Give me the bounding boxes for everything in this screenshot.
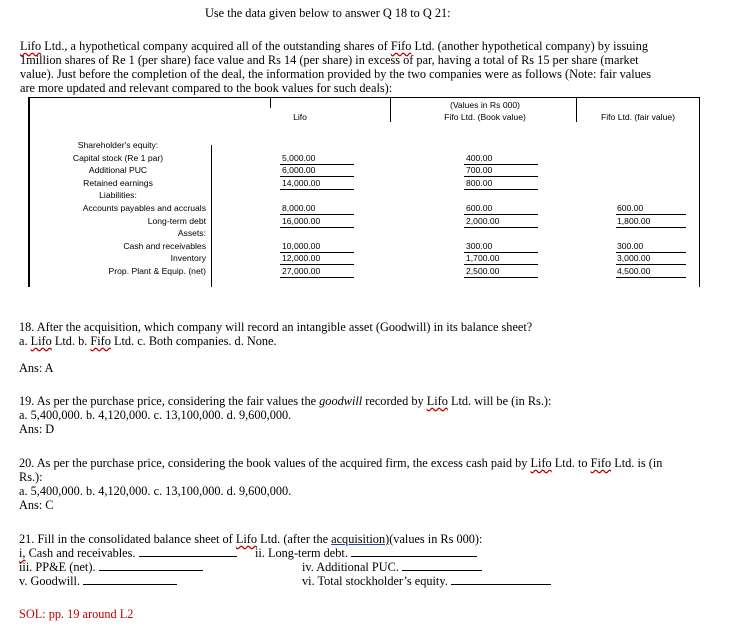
blank-goodwill[interactable]: [83, 574, 177, 585]
intro-line-4: are more updated and relevant compared to the book values for such deals):: [20, 81, 393, 95]
blank-cash[interactable]: [139, 546, 237, 557]
cell-fifo-book: 800.00: [466, 177, 493, 188]
q21-item-iii: iii. PP&E (net).: [19, 560, 203, 574]
row-label: Prop. Plant & Equip. (net): [108, 266, 206, 276]
cell-fifo-book: 400.00: [466, 152, 493, 163]
table-divider: [270, 98, 271, 108]
cell-underline: [280, 277, 354, 278]
company-name-lifo: Lifo: [20, 39, 42, 53]
cell-fifo-fair: 3,000.00: [617, 253, 651, 264]
cell-fifo-book: 700.00: [466, 165, 493, 176]
q18-answer: Ans: A: [19, 361, 54, 375]
table-caption: (Values in Rs 000): [449, 100, 521, 110]
q21-item-ii: ii. Long-term debt.: [255, 546, 477, 560]
intro-line-2: 1million shares of Re 1 (per share) face value and Rs 14 (per share) in excess of par, having a total of Rs 15 per share (market: [20, 53, 639, 67]
row-label: Assets:: [177, 228, 206, 239]
row-label: Long-term debt: [147, 215, 206, 226]
instruction-header: Use the data given below to answer Q 18 to Q 21:: [205, 6, 451, 20]
cell-fifo-book: 600.00: [466, 203, 493, 213]
cell-underline: [464, 189, 538, 190]
q20-options: a. 5,400,000. b. 4,120,000. c. 13,100,000. d. 9,600,000.: [19, 484, 292, 498]
q19-answer: Ans: D: [19, 422, 55, 436]
cell-lifo: 5,000.00: [282, 152, 316, 163]
cell-fifo-book: 2,500.00: [466, 266, 500, 276]
q21-item-iv: iv. Additional PUC.: [302, 560, 482, 574]
cell-lifo: 27,000.00: [282, 266, 321, 276]
cell-underline: [464, 227, 538, 228]
cell-fifo-fair: 1,800.00: [617, 215, 651, 226]
cell-lifo: 10,000.00: [282, 240, 321, 251]
col-header-fifo-fair: Fifo Ltd. (fair value): [600, 112, 676, 122]
solution-reference: SOL: pp. 19 around L2: [19, 607, 134, 621]
q21-item-v: v. Goodwill.: [19, 574, 177, 588]
blank-long-term-debt[interactable]: [351, 546, 477, 557]
blank-total-equity[interactable]: [451, 574, 551, 585]
q19-text: 19. As per the purchase price, considering the fair values the goodwill recorded by Lifo Ltd. will be (in Rs.):: [19, 394, 552, 408]
intro-line-3: value). Just before the completion of the deal, the information provided by the two companies were as follows (Note: fair values: [20, 67, 652, 81]
q19-options: a. 5,400,000. b. 4,120,000. c. 13,100,000. d. 9,600,000.: [19, 408, 292, 422]
cell-lifo: 8,000.00: [282, 203, 316, 213]
blank-ppe[interactable]: [99, 560, 203, 571]
q18-options: a. Lifo Ltd. b. Fifo Ltd. c. Both companies. d. None.: [19, 334, 277, 348]
cell-underline: [280, 189, 354, 190]
blank-additional-puc[interactable]: [402, 560, 482, 571]
q21-text: 21. Fill in the consolidated balance sheet of Lifo Ltd. (after the acquisition)(values in Rs 000):: [19, 532, 483, 546]
cell-fifo-book: 2,000.00: [466, 215, 500, 226]
col-header-fifo-book: Fifo Ltd. (Book value): [444, 112, 526, 122]
cell-fifo-fair: 600.00: [617, 203, 644, 213]
cell-lifo: 12,000.00: [282, 253, 321, 264]
acquisition-link[interactable]: acquisition): [331, 532, 390, 546]
table-divider: [211, 145, 212, 287]
cell-underline: [280, 227, 354, 228]
q18-text: 18. After the acquisition, which company will record an intangible asset (Goodwill) in its balance sheet?: [19, 320, 533, 334]
row-label: Retained earnings: [83, 177, 153, 188]
cell-lifo: 16,000.00: [282, 215, 321, 226]
q21-item-vi: vi. Total stockholder’s equity.: [302, 574, 551, 588]
q20-answer: Ans: C: [19, 498, 54, 512]
q20-text-line2: Rs.):: [19, 470, 43, 484]
row-label: Accounts payables and accruals: [82, 203, 206, 213]
row-label: Shareholder's equity:: [77, 140, 159, 150]
cell-fifo-fair: 4,500.00: [617, 266, 651, 276]
row-label: Cash and receivables: [123, 240, 206, 251]
cell-fifo-fair: 300.00: [617, 240, 644, 251]
row-label: Additional PUC: [88, 165, 148, 176]
row-label: Inventory: [170, 253, 206, 264]
cell-lifo: 14,000.00: [282, 177, 321, 188]
q20-text: 20. As per the purchase price, considering the book values of the acquired firm, the excess cash paid by Lifo Ltd. to Fifo Ltd. is (in: [19, 456, 663, 470]
row-label: Liabilities:: [99, 190, 137, 201]
cell-underline: [616, 227, 686, 228]
col-header-lifo: Lifo: [293, 112, 307, 122]
row-label: Capital stock (Re 1 par): [72, 152, 164, 163]
cell-fifo-book: 300.00: [466, 240, 493, 251]
cell-lifo: 6,000.00: [282, 165, 316, 176]
intro-line-1: Lifo Ltd., a hypothetical company acquired all of the outstanding shares of Fifo Ltd. (another hypothetical company) by issuing: [20, 39, 649, 53]
q21-item-i: i, Cash and receivables.: [19, 546, 237, 560]
cell-fifo-book: 1,700.00: [466, 253, 500, 264]
cell-underline: [464, 277, 538, 278]
company-name-fifo: Fifo: [390, 39, 412, 53]
cell-underline: [616, 277, 686, 278]
